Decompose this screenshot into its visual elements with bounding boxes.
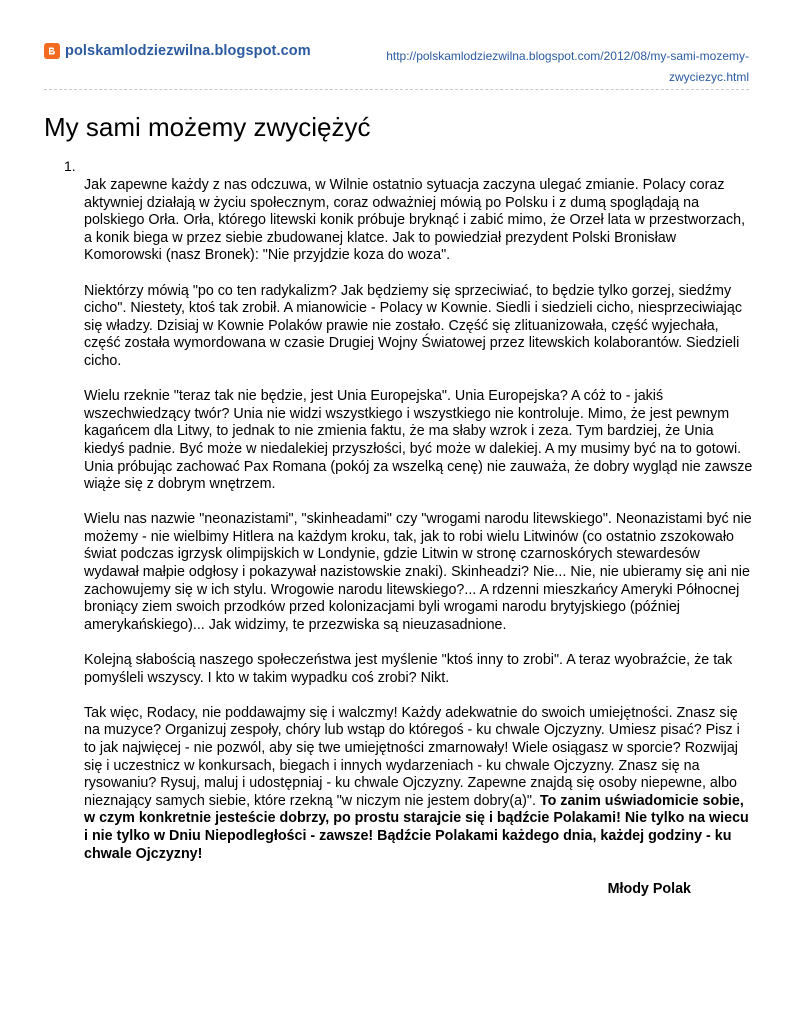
blogger-b-glyph xyxy=(47,46,57,56)
paragraph-6-normal: Tak więc, Rodacy, nie poddawajmy się i walczmy! Każdy adekwatnie do swoich umiejętności. Znasz się na muzyce? Organizuj zespoły, chóry lub wstąp do któregoś - ku chwale Ojczyzny. Umiesz pisać? Pisz i to jak najwięcej - nie pozwól, aby się twe umiejętności zmarnowały! Wiele osiągasz w sporcie? Rozwijaj się i uczestnicz w konkursach, biegach i innych wydarzeniach - ku chwale Ojczyzny. Znasz się na rysowaniu? Rysuj, maluj i udostępniaj - ku chwale Ojczyzny. Zapewne znajdą się osoby niepewne, albo nieznający samych siebie, które rzekną "w niczym nie jestem dobry(a)". xyxy=(84,704,740,809)
post-url-link[interactable]: http://polskamlodziezwilna.blogspot.com/2012/08/my-sami-mozemy-zwyciezyc.html xyxy=(386,49,749,84)
site-link[interactable] xyxy=(44,43,311,59)
paragraph-2: Niektórzy mówią "po co ten radykalizm? Jak będziemy się sprzeciwiać, to będzie tylko gorzej, siedźmy cicho". Niestety, ktoś tak zrobił. A mianowicie - Polacy w Kownie. Siedli i siedzieli cicho, niesprzeciwiając się władzy. Dzisiaj w Kownie Polaków prawie nie zostało. Część się zlituanizowała, część wyjechała, część została wymordowana w czasie Drugiej Wojny Światowej przez litewskich kolaborantów. Siedzieli cicho. xyxy=(84,282,742,369)
paragraph-1: Jak zapewne każdy z nas odczuwa, w Wilnie ostatnio sytuacja zaczyna ulegać zmianie. Polacy coraz aktywniej działają w życiu społecznym, coraz odważniej mówią po Polsku i z dumą spoglądają na polskiego Orła. Orła, którego litewski konik próbuje bryknąć i zabić mimo, że Orzeł lata w przestworzach, a konik biega w przez siebie zbudowanej klatce. Jak to powiedział prezydent Polski Bronisław Komorowski (nasz Bronek): "Nie przyjdzie koza do woza". xyxy=(84,177,746,264)
signature: Młody Polak xyxy=(607,880,691,897)
blogger-icon xyxy=(44,43,60,59)
page-header xyxy=(44,40,749,88)
paragraph-5: Kolejną słabością naszego społeczeństwa jest myślenie "ktoś inny to zrobi". A teraz wyobraźcie, że tak pomyśleli wszyscy. I kto w takim wypadku coś zrobi? Nikt. xyxy=(84,652,733,686)
paragraph-3: Wielu rzeknie "teraz tak nie będzie, jest Unia Europejska". Unia Europejska? A cóż to - jakiś wszechwiedzący twór? Unia nie widzi wszystkiego i wszystkiego nie kontroluje. Mimo, że jest pewnym kagańcem dla Litwy, to jednak to nie zmienia faktu, że ma słaby wzrok i zeza. Tym bardziej, że Unia kiedyś padnie. Być może w niedalekiej przyszłości, być może w dalekiej. A my musimy być na to gotowi. Unia próbując zachować Pax Romana (pokój za wszelką cenę) nie zauważa, że dobry wygląd nie zawsze wiąże się z dobrym wnętrzem. xyxy=(84,388,753,493)
paragraph-6-bold: To zanim uświadomicie sobie, w czym konkretnie jesteście dobrzy, po prostu starajcie się i bądźcie Polakami! Nie tylko na wiecu i nie tylko w Dniu Niepodległości - zawsze! Bądźcie Polakami każdego dnia, każdej godziny - ku chwale Ojczyzny! xyxy=(84,792,749,862)
header-divider xyxy=(44,89,749,90)
article-title: My sami możemy zwyciężyć xyxy=(44,112,371,142)
paragraph-4: Wielu nas nazwie "neonazistami", "skinheadami" czy "wrogami narodu litewskiego". Neonazistami być nie możemy - nie wielbimy Hitlera na każdym kroku, tak, jak to robi wielu Litwinów (co ostatnio zszokowało świat podczas igrzysk olimpijskich w Londynie, gdzie Litwin w stronę czarnoskórych stewardesów wydawał małpie odgłosy i pokazywał nazistowskie znaki). Skinheadzi? Nie... Nie, nie ubieramy się ani nie zachowujemy się w ich stylu. Wrogowie narodu litewskiego?... A rdzenni mieszkańcy Ameryki Północnej broniący ziem swoich przodków przed kolonizacjami byli wrogami narodu brytyjskiego (później amerykańskiego)... Jak widzimy, te przezwiska są nieuzasadnione. xyxy=(84,511,752,633)
list-number: 1. xyxy=(64,158,76,174)
paragraph-6 xyxy=(84,705,754,863)
article-body xyxy=(84,177,754,916)
site-name: polskamlodziezwilna.blogspot.com xyxy=(65,43,311,59)
